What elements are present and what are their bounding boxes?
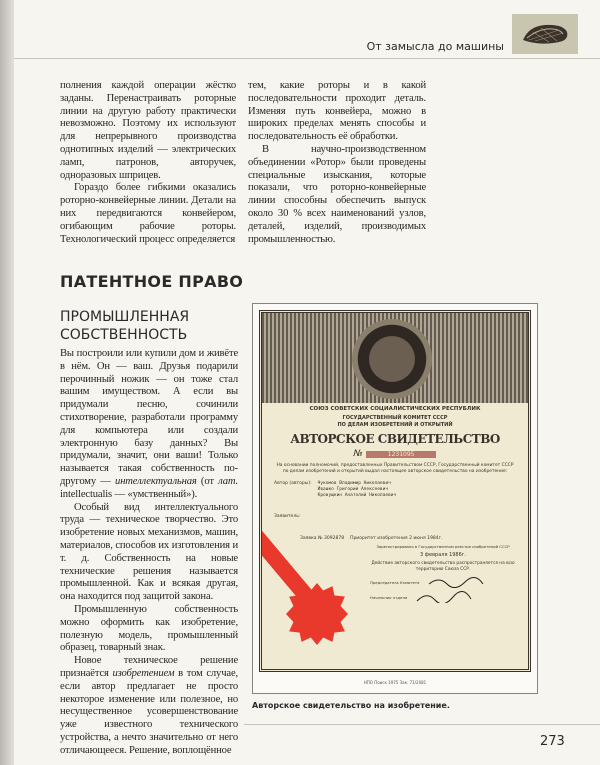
certificate-text — [262, 406, 528, 603]
paragraph: Особый вид интеллектуального труда — техническое творчество. Это изобретение новых механизмов, машин, материалов, способов их изготовления и т. д. Собственность на новые технические решения называется промышленной. Как и всякая другая, она находится под защитой закона. — [60, 501, 238, 603]
section-title: ПАТЕНТНОЕ ПРАВО — [60, 272, 244, 291]
paragraph: Гораздо более гибкими оказались роторно-конвейерные линии. Детали на них передвигаются конвейером, огибающим рабочие роторы. Технологический процесс определяется — [60, 182, 236, 245]
cert-number: 1231095 — [366, 451, 437, 458]
term: интеллектуальная — [115, 475, 197, 487]
text: (от — [196, 475, 219, 487]
page-number: 273 — [540, 734, 565, 749]
cert-chairman: Председатель Комитета — [370, 579, 420, 585]
abbr: лат. — [218, 475, 238, 487]
paragraph: тем, какие роторы и в какой последовательности проходит деталь. Изменяя путь конвейера, можно в широких пределах менять способы и последовательность её обработки. — [248, 80, 426, 143]
text: Вы построили или купили дом и живёте в нём. Он — ваш. Друзья подарили перочинный ножик — он тоже стал вашим имуществом. А если вы придумали песню, сочинили стихотворение, разработали программу для компьютера или создали электронную базу данных? Вы придумали, значит, они ваши! Только называется такая собственность по-другому — — [60, 348, 238, 487]
state-emblem-icon — [352, 319, 432, 399]
cert-author: Чукомов Владимир Николаевич — [317, 481, 391, 486]
paragraph — [60, 348, 238, 502]
term: изобретением — [112, 667, 175, 679]
cert-authors-label: Автор (авторы): — [274, 481, 312, 486]
paragraph — [60, 655, 238, 757]
cert-committee: ГОСУДАРСТВЕННЫЙ КОМИТЕТ СССР — [342, 415, 448, 421]
subsection-title: ПРОМЫШЛЕННАЯ СОБСТВЕННОСТЬ — [60, 309, 190, 343]
cert-number-label: № — [353, 449, 363, 459]
paragraph: В научно-производственном объединении «Ротор» были проведены специальные изыскания, которые показали, что роторно-конвейерные линии способны обеспечить выпуск около 30 % всех наименований узлов, деталей, изделий, производимых промышленностью. — [248, 143, 426, 245]
footer-rule — [244, 724, 600, 725]
cert-reg-date: 3 февраля 1986г. — [419, 552, 467, 558]
cert-title: АВТОРСКОЕ СВИДЕТЕЛЬСТВО — [290, 432, 500, 446]
figure-caption: Авторское свидетельство на изобретение. — [252, 701, 450, 710]
certificate-image — [259, 310, 531, 672]
cert-imprint: НПО Поиск 1975 Зак. 71/2081 — [363, 680, 427, 685]
cert-applicant-label: Заявитель: — [274, 514, 301, 519]
cert-registered: Зарегистрировано в Государственном реестре изобретений СССР — [376, 544, 510, 549]
header-rule — [14, 58, 600, 59]
text: Новое техническое решение признаётся — [60, 655, 238, 679]
certificate-figure — [252, 303, 538, 694]
text-column-top-right — [248, 80, 426, 246]
text: intellectualis — «умственный»). — [60, 488, 198, 500]
text: в том случае, если автор предлагает не просто некоторое изменение или полезное, но несущественное усовершенствование уже известного технического устройства, а нечто значительно от него отличающееся. Решение, воплощённое — [60, 667, 238, 756]
cert-committee: ПО ДЕЛАМ ИЗОБРЕТЕНИЙ И ОТКРЫТИЙ — [337, 422, 453, 428]
paragraph: полнения каждой операции жёстко заданы. Перенастраивать роторные линии на другую работу практически невозможно. Поэтому их используют для непрерывного производства однотипных изделий — электрических ламп, патронов, авторучек, одноразовых шприцев. — [60, 80, 236, 181]
paragraph: Промышленную собственность можно оформить как изобретение, полезную модель, промышленный образец, товарный знак. — [60, 603, 238, 654]
cert-application: Заявка № 3092878 — [300, 536, 345, 541]
cert-priority: Приоритет изобретения 2 июня 1984г. — [350, 536, 443, 541]
chairman-signature — [425, 576, 485, 588]
cert-basis: На основании полномочий, предоставленных Правительством СССР, Государственный комитет СССР по делам изобретений и открытий выдал настоящее авторское свидетельство на изобретение: — [276, 463, 514, 474]
text-column-top-left — [60, 80, 236, 246]
cert-author: Ивашко Григорий Алексеевич — [317, 487, 389, 492]
cert-validity: Действие авторского свидетельства распространяется на всю территорию Союза ССР. — [371, 561, 515, 572]
text-column-body — [60, 348, 238, 758]
running-header: От замысла до машины — [366, 40, 504, 53]
cert-country: СОЮЗ СОВЕТСКИХ СОЦИАЛИСТИЧЕСКИХ РЕСПУБЛИК — [309, 406, 481, 412]
page-gutter — [0, 0, 14, 765]
cert-author: Кровущкин Анатолий Николаевич — [317, 493, 397, 498]
car-model-icon — [512, 14, 578, 54]
cert-head: Начальник отдела — [370, 594, 408, 600]
head-signature — [413, 591, 473, 603]
